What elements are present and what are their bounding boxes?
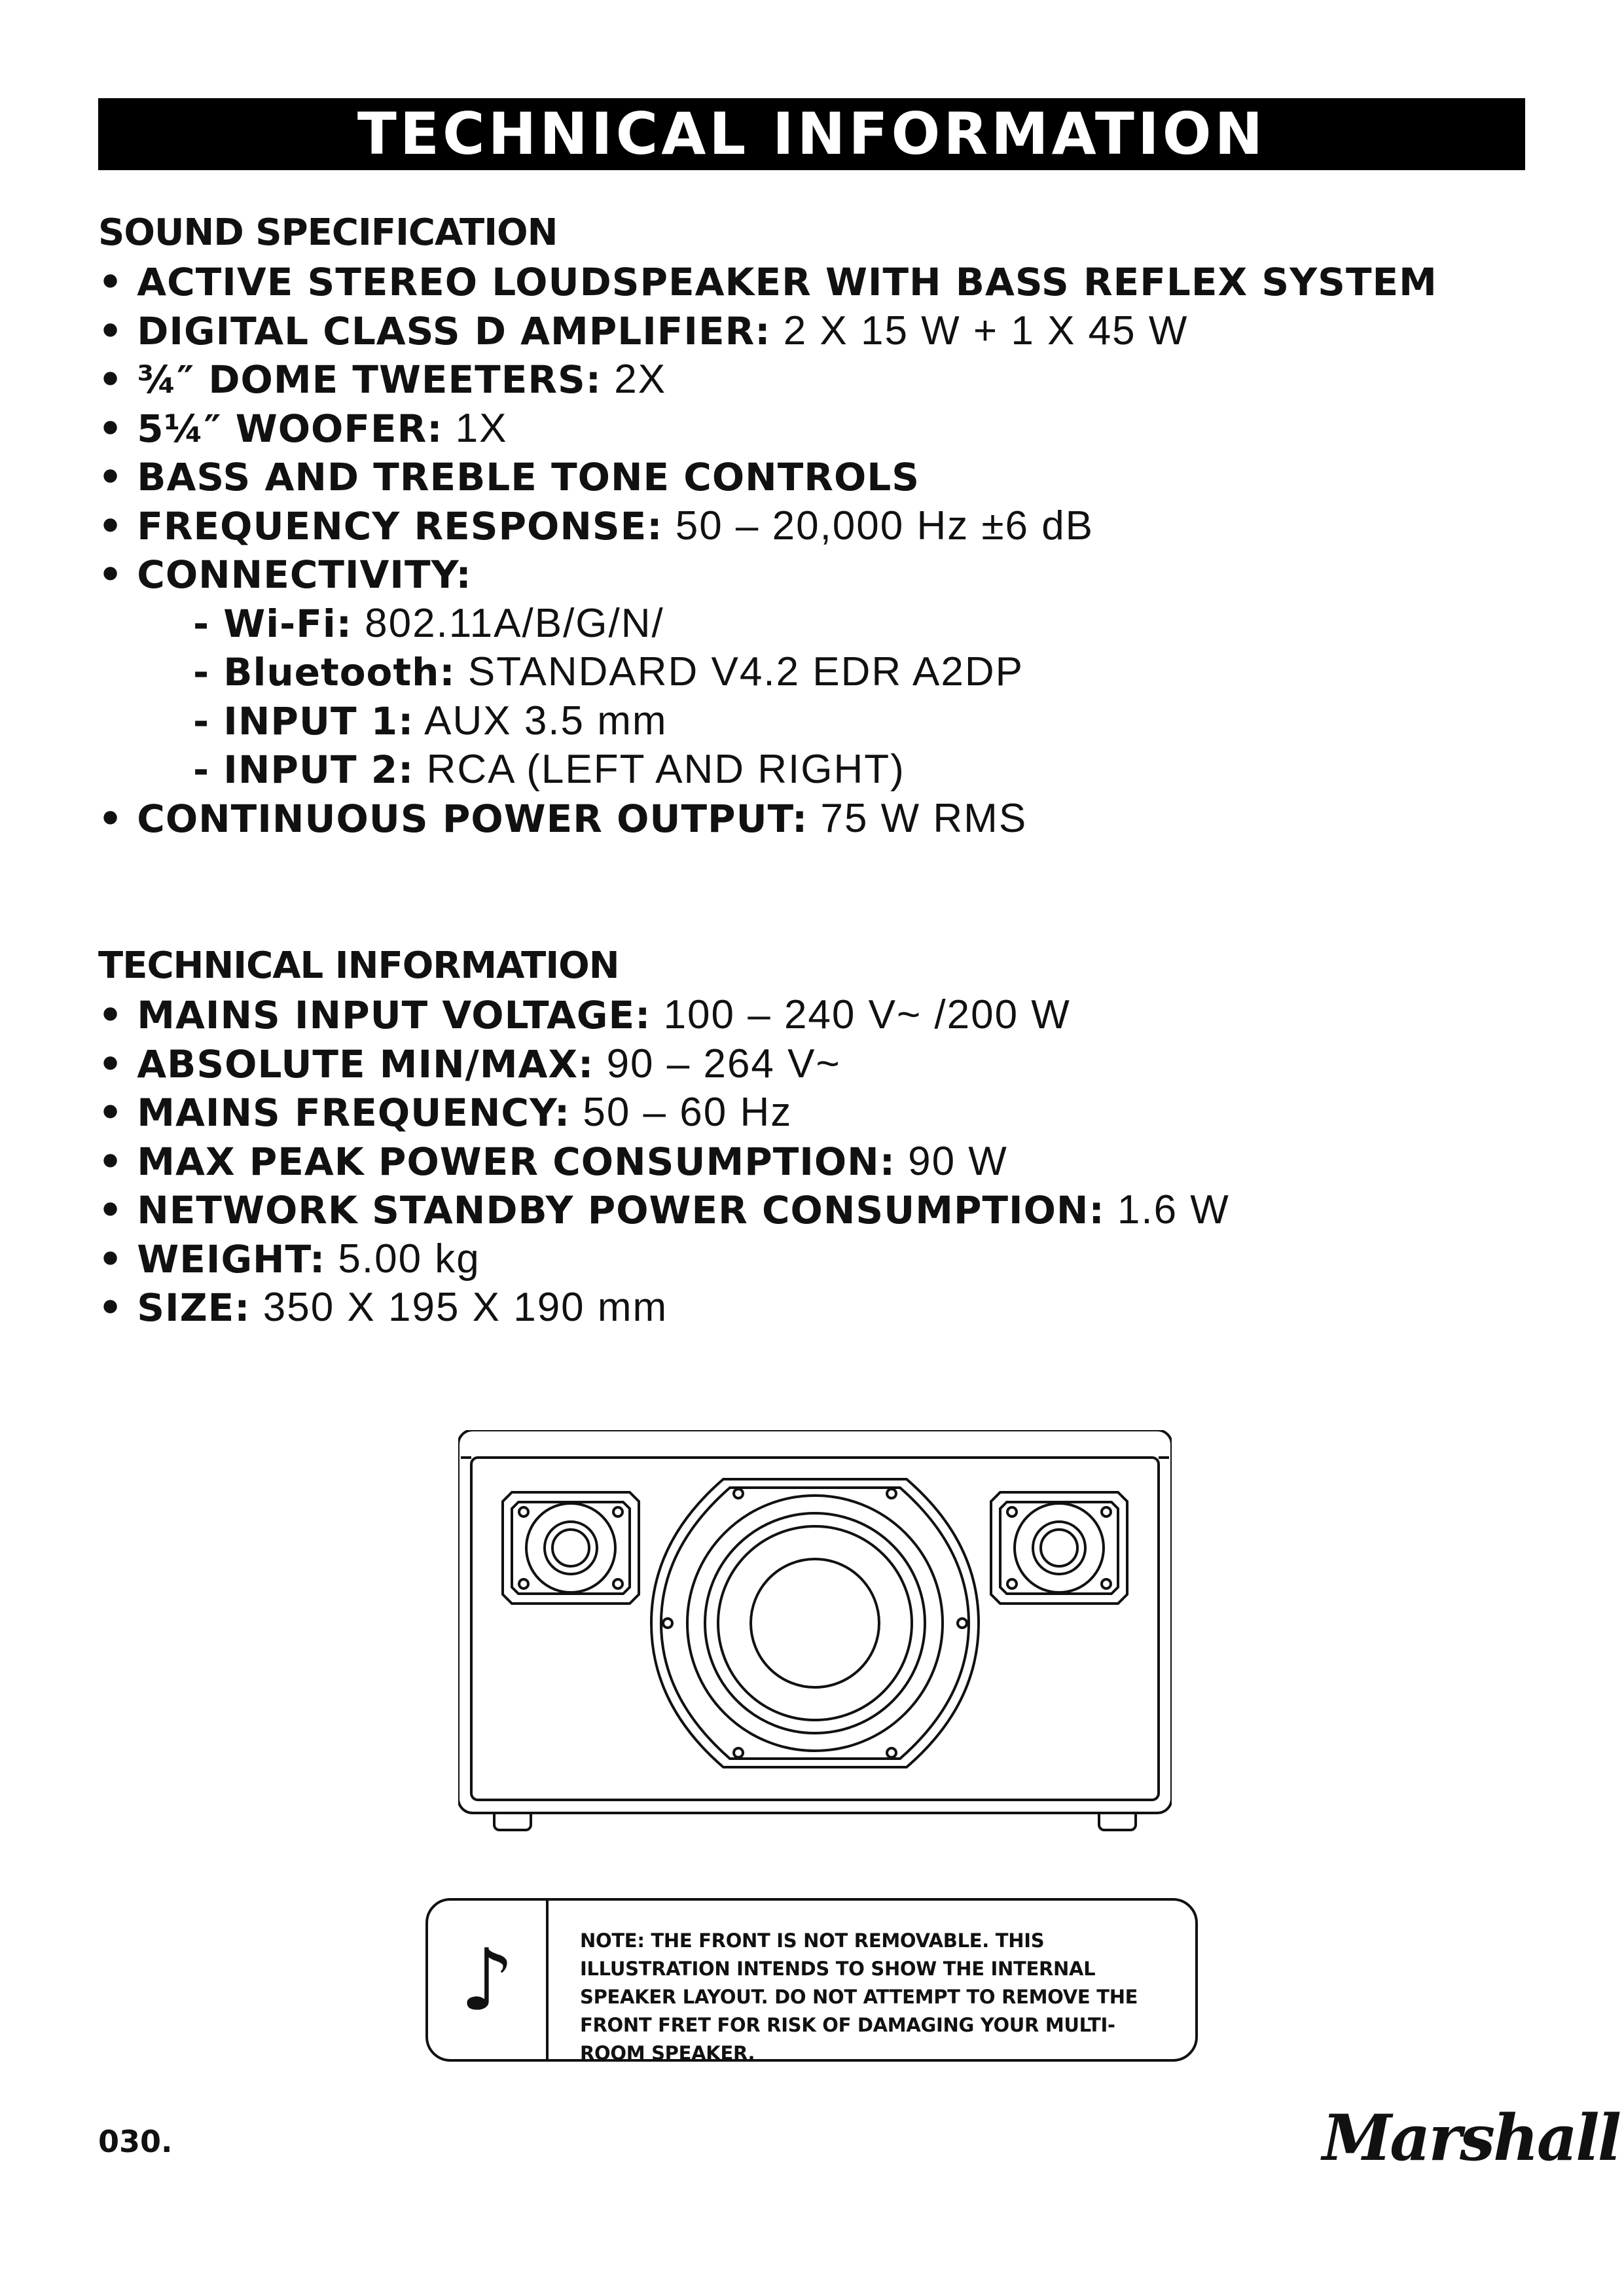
spec-value: RCA (LEFT AND RIGHT) (414, 747, 905, 792)
spec-item (98, 502, 1437, 551)
spec-item (98, 1138, 1230, 1187)
spec-value: 50 – 20,000 Hz ±6 dB (662, 503, 1094, 548)
spec-label: • NETWORK STANDBY POWER CONSUMPTION: (98, 1188, 1105, 1232)
spec-value: 90 – 264 V~ (594, 1041, 841, 1086)
note-box (425, 1898, 1198, 2062)
spec-label: • ¾″ DOME TWEETERS: (98, 357, 602, 402)
section-title: SOUND SPECIFICATION (98, 211, 558, 254)
spec-label: • MAINS FREQUENCY: (98, 1090, 571, 1135)
spec-value: 1.6 W (1104, 1187, 1230, 1232)
note-text: NOTE: THE FRONT IS NOT REMOVABLE. THIS ILLUSTRATION INTENDS TO SHOW THE INTERNAL SPEAKER LAYOUT. DO NOT ATTEMPT TO REMOVE THE FRONT FRET FOR RISK OF DAMAGING YOUR MULTI-ROOM SPEAKER. (580, 1929, 1138, 2064)
spec-value: STANDARD V4.2 EDR A2DP (455, 649, 1024, 694)
page-header (98, 98, 1525, 170)
page-title: TECHNICAL INFORMATION (357, 100, 1267, 168)
spec-label: - INPUT 1: (193, 698, 414, 744)
spec-sub-item (98, 697, 1437, 746)
spec-value: 50 – 60 Hz (570, 1090, 793, 1135)
spec-label: - Bluetooth: (193, 650, 456, 694)
spec-value: 100 – 240 V~ /200 W (651, 992, 1071, 1037)
spec-value: 1X (442, 405, 508, 451)
spec-sub-item (98, 600, 1437, 649)
spec-label: • ACTIVE STEREO LOUDSPEAKER WITH BASS REFLEX SYSTEM (98, 260, 1437, 304)
spec-value: 350 X 195 X 190 mm (250, 1285, 668, 1330)
technical-information-section (98, 941, 1230, 1333)
music-note-icon: ♪ (460, 1930, 514, 2030)
spec-item (98, 307, 1437, 356)
spec-label: - Wi-Fi: (193, 601, 352, 646)
sound-specification-section (98, 208, 1437, 843)
spec-label: • MAINS INPUT VOLTAGE: (98, 993, 651, 1037)
spec-item (98, 795, 1437, 844)
spec-label: • CONNECTIVITY: (98, 552, 472, 597)
spec-label: • ABSOLUTE MIN/MAX: (98, 1041, 594, 1086)
spec-item (98, 1186, 1230, 1235)
speaker-foot-right (1099, 1813, 1136, 1830)
spec-item (98, 1283, 1230, 1333)
marshall-logo: Marshall (1322, 2101, 1620, 2175)
note-divider (546, 1901, 549, 2059)
page-number: 030. (98, 2124, 173, 2159)
spec-label: - INPUT 2: (193, 747, 414, 792)
spec-label: • 5¼″ WOOFER: (98, 406, 443, 451)
spec-item (98, 258, 1437, 307)
spec-label: • FREQUENCY RESPONSE: (98, 503, 663, 548)
section-title: TECHNICAL INFORMATION (98, 944, 619, 987)
spec-item (98, 991, 1230, 1040)
spec-label: • WEIGHT: (98, 1236, 326, 1282)
spec-value: 2X (601, 357, 667, 402)
spec-value: 802.11A/B/G/N/ (352, 600, 664, 646)
spec-label: • SIZE: (98, 1285, 251, 1330)
spec-item (98, 1088, 1230, 1138)
spec-value: 75 W RMS (808, 795, 1028, 841)
spec-label: • BASS AND TREBLE TONE CONTROLS (98, 455, 920, 499)
spec-item (98, 404, 1437, 454)
spec-value: 5.00 kg (325, 1236, 480, 1282)
spec-item (98, 1235, 1230, 1284)
speaker-illustration (458, 1430, 1172, 1849)
spec-label: • DIGITAL CLASS D AMPLIFIER: (98, 308, 771, 353)
woofer (651, 1479, 979, 1767)
spec-item (98, 355, 1437, 404)
spec-item (98, 1040, 1230, 1089)
spec-sub-item (98, 648, 1437, 697)
spec-sub-item (98, 745, 1437, 795)
tweeter-right (991, 1492, 1127, 1604)
speaker-foot-left (494, 1813, 531, 1830)
spec-label: • CONTINUOUS POWER OUTPUT: (98, 796, 808, 841)
spec-value: 2 X 15 W + 1 X 45 W (770, 308, 1189, 353)
spec-item (98, 453, 1437, 502)
spec-value: 90 W (895, 1138, 1008, 1184)
spec-label: • MAX PEAK POWER CONSUMPTION: (98, 1139, 895, 1184)
spec-value: AUX 3.5 mm (414, 698, 668, 744)
speaker-front-panel (471, 1458, 1159, 1800)
tweeter-left (503, 1492, 639, 1604)
spec-item (98, 550, 1437, 600)
